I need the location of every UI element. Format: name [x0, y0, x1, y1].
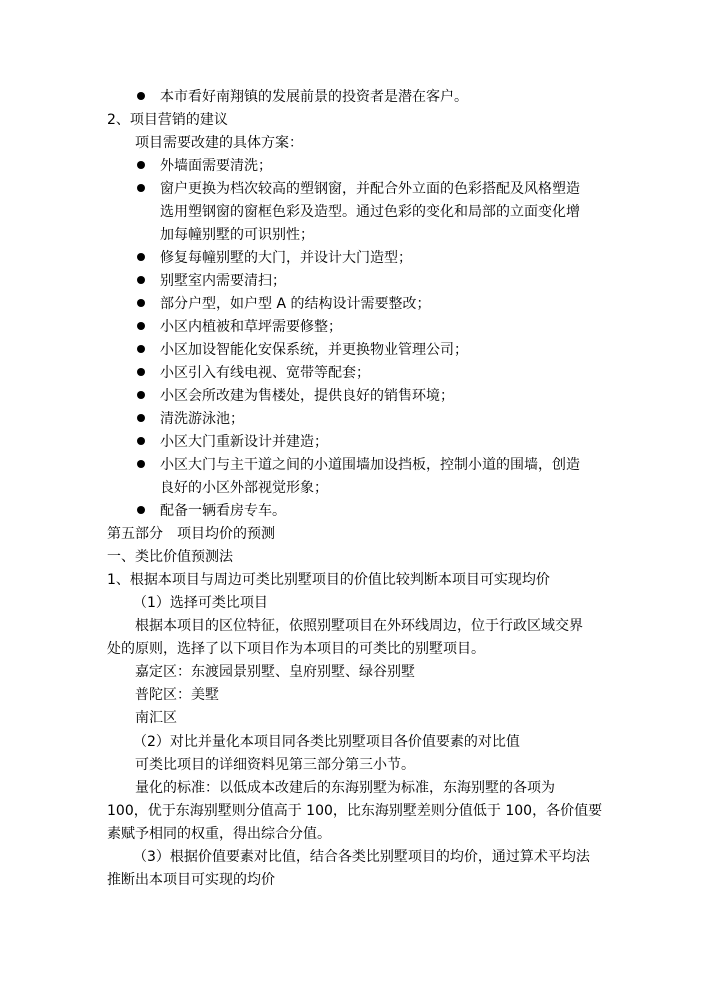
item-heading: 1、根据本项目与周边可类比别墅项目的价值比较判断本项目可实现均价	[107, 572, 550, 588]
list-item: 窗户更换为档次较高的塑钢窗，并配合外立面的色彩搭配及风格塑造	[160, 181, 580, 197]
list-item-continuation: 良好的小区外部视觉形象；	[160, 480, 328, 496]
list-item: 部分户型，如户型 A 的结构设计需要整改；	[160, 296, 431, 312]
list-item: 小区大门重新设计并建造；	[160, 434, 328, 450]
district-line: 嘉定区：东渡园景别墅、皇府别墅、绿谷别墅	[135, 664, 415, 680]
bullet-icon	[137, 184, 145, 192]
bullet-text: 本市看好南翔镇的发展前景的投资者是潜在客户。	[160, 89, 468, 105]
bullet-icon	[137, 299, 145, 307]
paragraph: 量化的标准：以低成本改建后的东海别墅为标准，东海别墅的各项为	[135, 780, 555, 796]
paragraph: 可类比项目的详细资料见第三部分第三小节。	[135, 757, 415, 773]
list-item: 修复每幢别墅的大门，并设计大门造型；	[160, 250, 412, 266]
bullet-icon	[137, 92, 145, 100]
section-heading: 2、项目营销的建议	[107, 112, 228, 128]
step-heading: （3）根据价值要素对比值，结合各类比别墅项目的均价，通过算术平均法	[133, 849, 590, 865]
list-item: 小区内植被和草坪需要修整；	[160, 319, 342, 335]
bullet-icon	[137, 414, 145, 422]
list-item: 小区加设智能化安保系统，并更换物业管理公司；	[160, 342, 468, 358]
bullet-icon	[137, 253, 145, 261]
bullet-icon	[137, 345, 145, 353]
paragraph: 处的原则，选择了以下项目作为本项目的可类比的别墅项目。	[107, 641, 485, 657]
paragraph: 素赋予相同的权重，得出综合分值。	[107, 826, 331, 842]
bullet-icon	[137, 437, 145, 445]
list-item: 小区会所改建为售楼处，提供良好的销售环境；	[160, 388, 454, 404]
list-item: 配备一辆看房专车。	[160, 503, 286, 519]
district-line: 南汇区	[135, 710, 177, 726]
list-item: 别墅室内需要清扫；	[160, 273, 286, 289]
bullet-icon	[137, 322, 145, 330]
step-heading: （2）对比并量化本项目同各类比别墅项目各价值要素的对比值	[133, 734, 520, 750]
part-title: 第五部分 项目均价的预测	[107, 526, 275, 542]
paragraph: 根据本项目的区位特征，依照别墅项目在外环线周边，位于行政区域交界	[135, 618, 583, 634]
step-heading: （1）选择可类比项目	[133, 595, 268, 611]
list-item: 外墙面需要清洗；	[160, 158, 272, 174]
list-item: 小区引入有线电视、宽带等配套；	[160, 365, 370, 381]
list-item: 小区大门与主干道之间的小道围墙加设挡板，控制小道的围墙，创造	[160, 457, 580, 473]
bullet-icon	[137, 460, 145, 468]
section-heading: 一、类比价值预测法	[107, 549, 233, 565]
paragraph: 推断出本项目可实现的均价	[107, 872, 275, 888]
list-item-continuation: 选用塑钢窗的窗框色彩及造型。通过色彩的变化和局部的立面变化增	[160, 204, 580, 220]
bullet-icon	[137, 276, 145, 284]
bullet-icon	[137, 161, 145, 169]
list-item: 清洗游泳池；	[160, 411, 244, 427]
plan-intro: 项目需要改建的具体方案：	[135, 135, 303, 151]
bullet-icon	[137, 391, 145, 399]
list-item-continuation: 加每幢别墅的可识别性；	[160, 227, 314, 243]
district-line: 普陀区：美墅	[135, 687, 219, 703]
bullet-icon	[137, 368, 145, 376]
bullet-icon	[137, 506, 145, 514]
paragraph: 100，优于东海别墅则分值高于 100，比东海别墅差则分值低于 100，各价值要	[107, 803, 603, 819]
